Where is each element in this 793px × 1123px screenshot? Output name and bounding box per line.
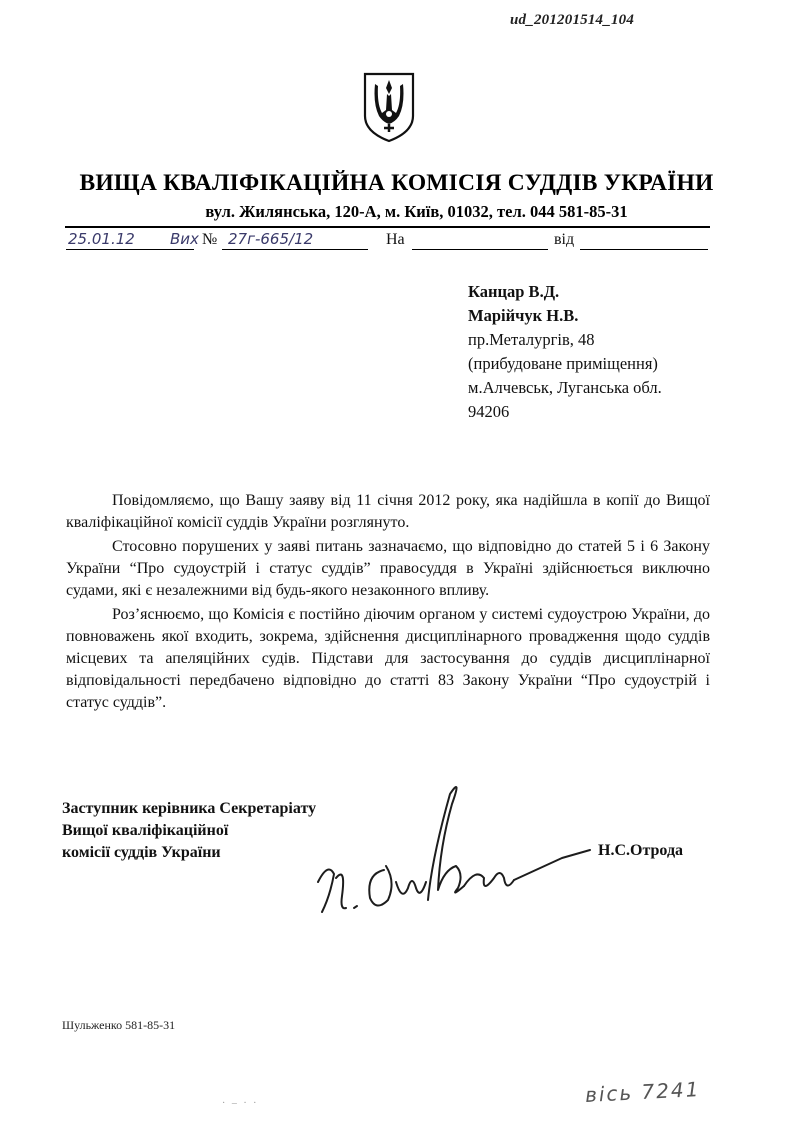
outgoing-reference-line [66, 228, 716, 254]
outgoing-date: 25.01.12 [68, 230, 135, 248]
from-label: від [554, 231, 575, 248]
body-paragraph: Повідомляємо, що Вашу заяву від 11 січня 2012 року, яка надійшла в копії до Вищої кваліфікаційної комісії суддів України розглянуто. [66, 492, 710, 531]
organization-name: ВИЩА КВАЛІФІКАЦІЙНА КОМІСІЯ СУДДІВ УКРАЇНИ [79, 170, 714, 196]
body-paragraph: Стосовно порушених у заяві питань зазначаємо, що відповідно до статей 5 і 6 Закону України “Про судоустрій і статус суддів” правосуддя в Україні здійснюється виключно судами, які є незалежними від будь-якого незаконного впливу. [66, 538, 710, 599]
to-label: На [386, 231, 405, 248]
signatory-position-line: комісії суддів України [62, 844, 221, 861]
signatory-position [62, 798, 316, 864]
recipient-address-line: м.Алчевськ, Луганська обл. [468, 378, 662, 397]
number-label: № [202, 231, 218, 248]
handwritten-note: вісь 7241 [584, 1076, 701, 1108]
organization-address: вул. Жилянська, 120-А, м. Київ, 01032, тел. 044 581-85-31 [205, 202, 628, 221]
outgoing-number: 27г-665/12 [228, 230, 314, 248]
date-underline [66, 249, 194, 250]
body-paragraph: Роз’яснюємо, що Комісія є постійно діючим органом у системі судоустрою України, до повноважень якої входить, зокрема, здійснення дисциплінарного провадження щодо суддів місцевих та апеляційних судів. Підстави для застосування до суддів дисциплінарної відповідальності передбачено відповідно до статті 83 Закону України “Про судоустрій і статус суддів”. [66, 606, 710, 711]
ink-smudge: · ‒ · · [222, 1098, 259, 1109]
signatory-name: Н.С.Отрода [598, 842, 684, 859]
executor-contact: Шульженко 581-85-31 [62, 1018, 176, 1032]
to-underline [412, 249, 548, 250]
from-underline [580, 249, 708, 250]
signatory-position-line: Заступник керівника Секретаріату [62, 800, 317, 817]
recipients-block [468, 280, 662, 424]
recipient-name: Канцар В.Д. [468, 282, 560, 301]
recipient-address-line: (прибудоване приміщення) [468, 354, 658, 373]
signatory-position-line: Вищої кваліфікаційної [62, 822, 229, 839]
handwritten-signature [300, 770, 600, 930]
trident-emblem-icon [361, 70, 417, 144]
letter-body [66, 490, 710, 716]
recipient-address-line: пр.Металургів, 48 [468, 330, 595, 349]
recipient-name: Марійчук Н.В. [468, 306, 579, 325]
outgoing-type: Вих [170, 230, 199, 248]
document-id: ud_201201514_104 [510, 12, 635, 28]
recipient-address-line: 94206 [468, 402, 510, 421]
number-underline [222, 249, 368, 250]
